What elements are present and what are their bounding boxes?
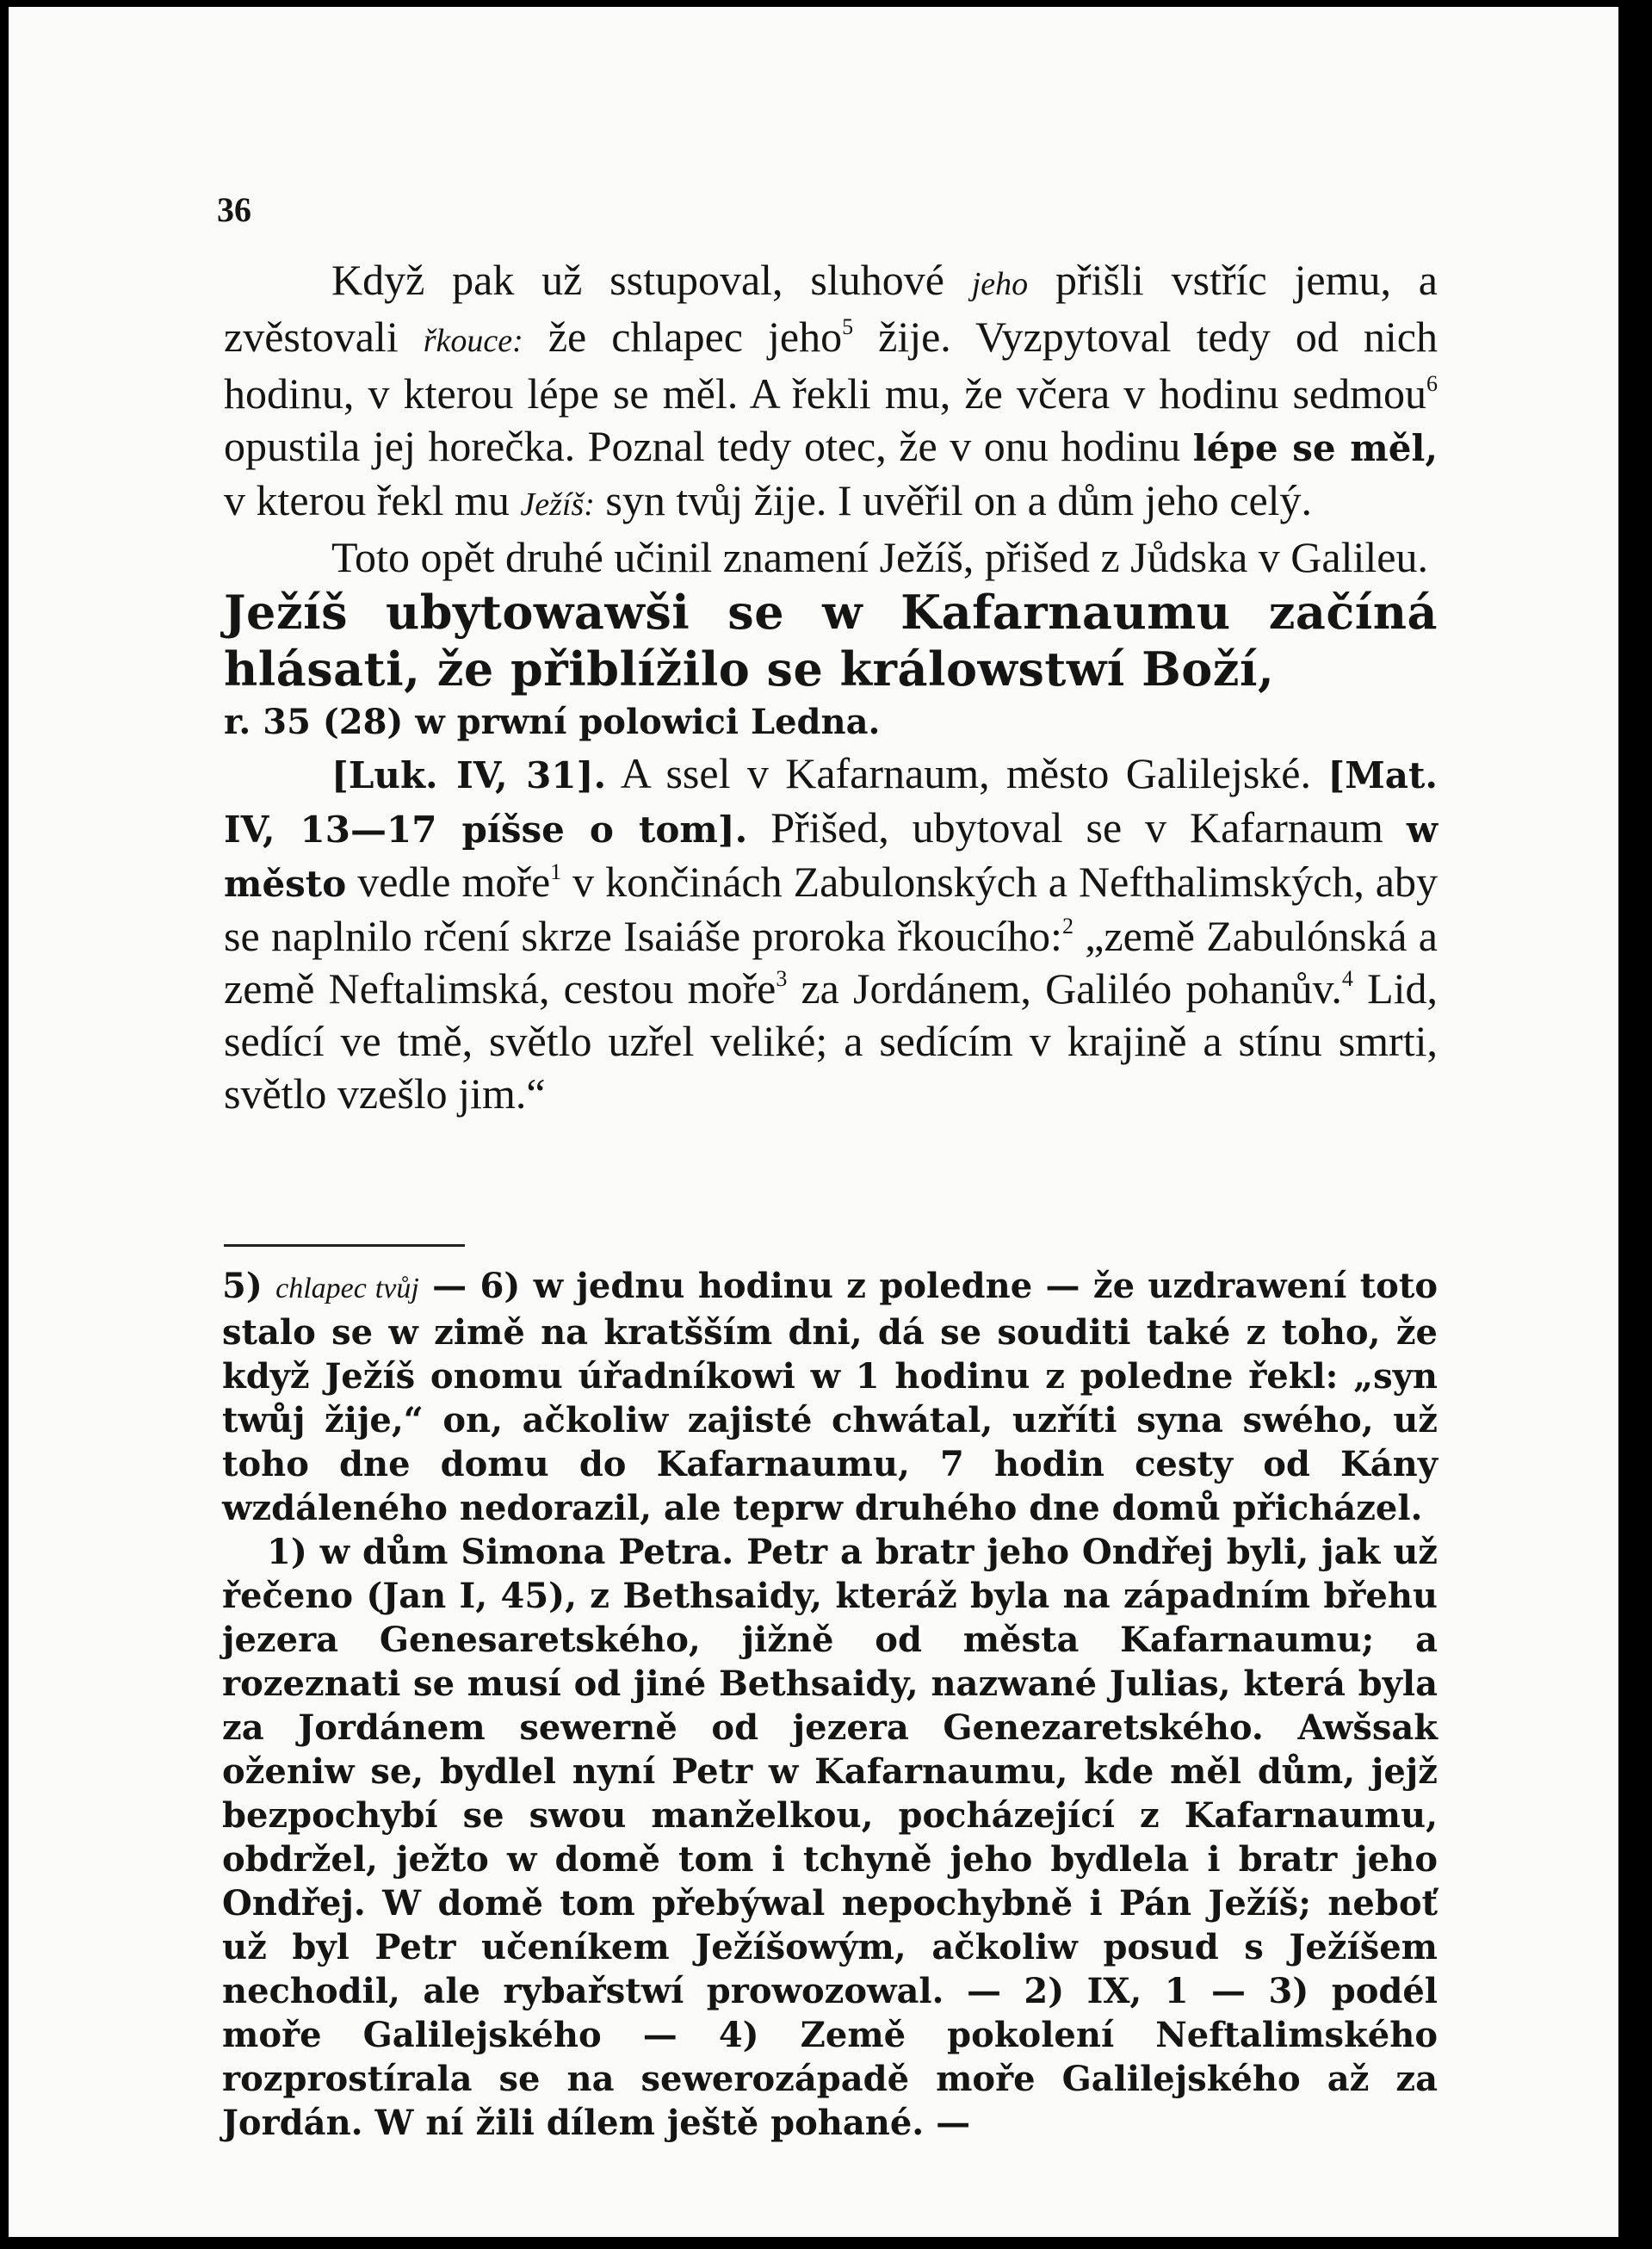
note-number: 5) xyxy=(222,1266,263,1306)
italic-word: jeho xyxy=(971,266,1029,302)
book-page xyxy=(9,7,1618,2237)
text: že chlapec jeho xyxy=(548,313,843,361)
text: syn tvůj žije. I uvěřil on a dům jeho celý. xyxy=(605,476,1313,524)
text: Přišed, ubytoval se v Kafarnaum xyxy=(770,803,1383,852)
reference: [Mat. IV, 13—17 píšse o tom]. xyxy=(224,754,1439,851)
paragraph-3 xyxy=(224,747,1438,1120)
italic-word: řkouce: xyxy=(423,323,523,359)
text: přišli vstříc jemu, a zvěstovali xyxy=(224,256,1438,361)
text: „země Zabulónská a země Neftalimská, cestou moře xyxy=(224,912,1438,1013)
page-number: 36 xyxy=(217,190,251,229)
fraktur-phrase: lépe se měl, xyxy=(1192,427,1439,469)
note-text: — 6) w jednu hodinu z poledne — že uzdrawení toto stalo se w zimě na kratšším dni, dá se souditi také z toho, že když Ježíš onomu úřadníkowi w 1 hodinu z poledne řekl: „syn twůj žije,“ on, ačkoliw zajisté chwátal, uzříti syna swého, už toho dne domu do Kafarnaumu, 7 hodin cesty od Kány wzdáleného nedorazil, ale teprw druhého dne domů přicházel. xyxy=(222,1266,1439,1528)
text: v kterou řekl mu xyxy=(224,476,510,524)
text: Lid, sedící ve tmě, světlo uzřel veliké; a sedícím v krajině a stínu smrti, světlo vzešlo jim.“ xyxy=(224,964,1438,1118)
fraktur-phrase: w město xyxy=(224,809,1439,905)
text: A ssel v Kafarnaum, město Galilejské. xyxy=(620,749,1312,797)
text: v končinách Zabulonských a Nefthalimských, aby se naplnilo rčení skrze Isaiáše proroka řkoucího: xyxy=(224,858,1438,960)
paragraph-2: Toto opět druhé učinil znamení Ježíš, přišed z Jůdska v Galileu. xyxy=(331,533,1428,581)
text: opustila jej horečka. Poznal tedy otec, že v onu hodinu xyxy=(224,422,1181,470)
italic-word: chlapec tvůj xyxy=(275,1273,419,1304)
footnote-ref: 1 xyxy=(550,859,562,884)
scan-border xyxy=(1618,0,1652,2249)
text: za Jordánem, Galiléo pohanův. xyxy=(801,964,1342,1013)
section-subtitle: r. 35 (28) w prwní polowici Ledna. xyxy=(224,702,881,742)
reference: [Luk. IV, 31]. xyxy=(331,754,607,796)
footnote-5-6 xyxy=(222,1264,1438,1530)
footnote-ref: 3 xyxy=(776,966,788,991)
footnote-ref: 5 xyxy=(842,314,854,339)
text: žije. Vyzpytoval tedy od nich hodinu, v kterou lépe se měl. A řekli mu, že včera v hodinu sedmou xyxy=(224,313,1438,418)
footnote-ref: 4 xyxy=(1341,966,1353,991)
main-text xyxy=(224,254,1438,1120)
footnote-ref: 6 xyxy=(1426,371,1438,396)
footnote-1-4: 1) w dům Simona Petra. Petr a bratr jeho Ondřej byli, jak už řečeno (Jan I, 45), z Bethsaidy, kteráž byla na západním břehu jezera Genesaretského, jižně od města Kafarnaumu; a rozeznati se musí od jiné Bethsaidy, nazwané Julias, která byla za Jordánem sewerně od jezera Genezaretského. Awšsak oženiw se, bydlel nyní Petr w Kafarnaumu, kde měl dům, jejž bezpochybí se swou manželkou, pocházející z Kafarnaumu, obdržel, ježto w domě tom i tchyně jeho bydlela i bratr jeho Ondřej. W domě tom přebýwal nepochybně i Pán Ježíš; neboť už byl Petr učeníkem Ježíšowým, ačkoliw posud s Ježíšem nechodil, ale rybařstwí prowozowal. — 2) IX, 1 — 3) podél moře Galilejského — 4) Země pokolení Neftalimského rozprostírala se na sewerozápadě moře Galilejského až za Jordán. W ní žili dílem ještě pohané. — xyxy=(222,1532,1438,2143)
footnote-ref: 2 xyxy=(1061,914,1073,939)
paragraph-1 xyxy=(224,254,1438,531)
section-title: Ježíš ubytowawši se w Kafarnaumu začíná hlásati, že přiblížilo se králowstwí Boží, xyxy=(224,585,1438,697)
footnotes xyxy=(222,1264,1438,2145)
italic-word: Ježíš: xyxy=(520,486,595,523)
footnote-divider xyxy=(224,1244,465,1247)
text: Když pak už sstupoval, sluhové xyxy=(331,256,944,304)
text: vedle moře xyxy=(357,858,551,906)
